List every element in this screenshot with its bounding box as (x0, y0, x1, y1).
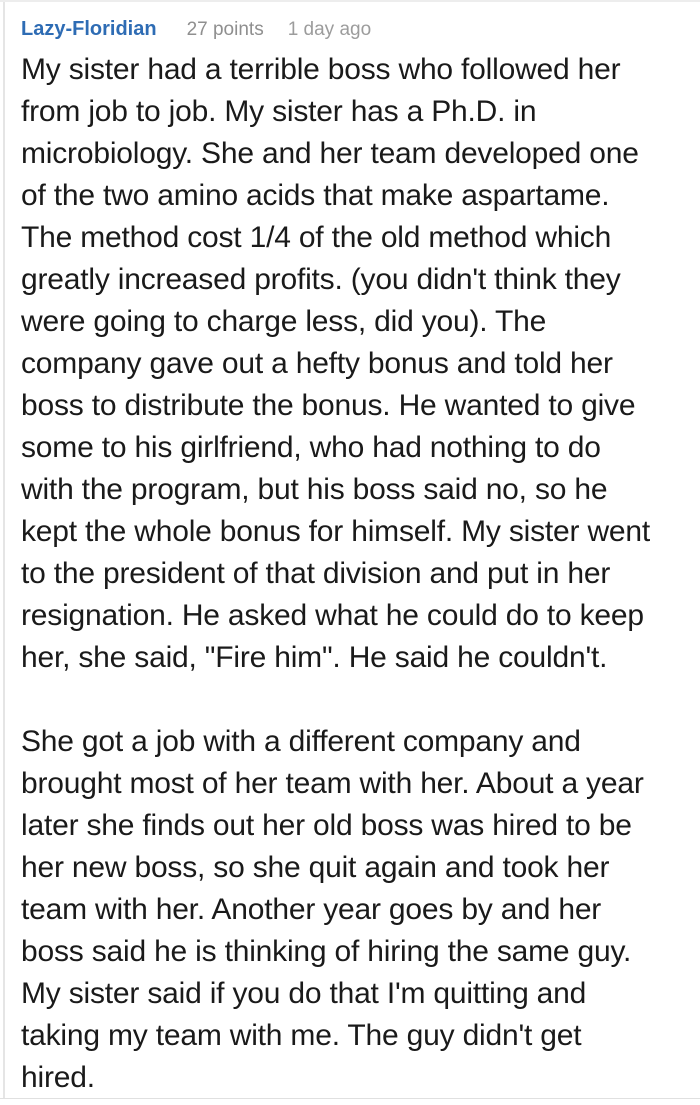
comment-paragraph-1: My sister had a terrible boss who followed her from job to job. My sister has a Ph.D. in microbiology. She and her team developed one of the two amino acids that make aspartame. The method cost 1/4 of the old method which greatly increased profits. (you didn't think they were going to charge less, did you). The company gave out a hefty bonus and told her boss to distribute the bonus. He wanted to give some to his girlfriend, who had nothing to do with the program, but his boss said no, so he kept the whole bonus for himself. My sister went to the president of that division and put in her resignation. He asked what he could do to keep her, she said, "Fire him". He said he couldn't. (21, 53, 651, 674)
comment-username-link[interactable]: Lazy-Floridian (21, 18, 157, 40)
comment-points: 27 points (186, 19, 264, 40)
comment-header (21, 16, 682, 43)
comment-body (21, 49, 682, 1099)
comment-timestamp: 1 day ago (287, 19, 372, 40)
comment-paragraph-2: She got a job with a different company and brought most of her team with her. About a year later she finds out her old boss was hired to be her new boss, so she quit again and took her team with her. Another year goes by and her boss said he is thinking of hiring the same guy. My sister said if you do that I'm quitting and taking my team with me. The guy didn't get hired. (21, 725, 644, 1094)
comment-bottom-divider (0, 1098, 700, 1099)
